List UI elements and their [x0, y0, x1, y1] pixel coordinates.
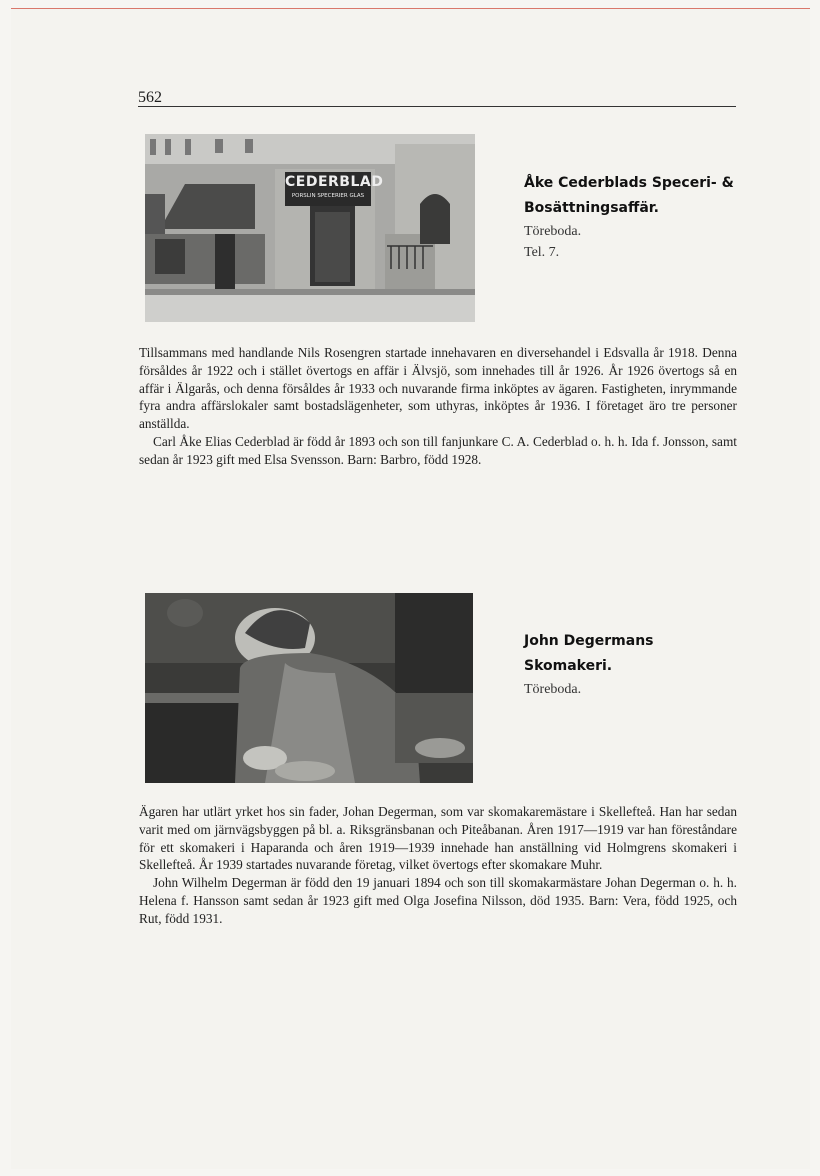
entry-location: Töreboda.	[524, 224, 582, 239]
store-sign	[285, 172, 384, 206]
page-sheet	[11, 8, 810, 1169]
page-number: 562	[138, 89, 162, 106]
entry-paragraph: John Wilhelm Degerman är född den 19 januari 1894 och son till skomakarmästare Johan Degerman o. h. h. Helena f. Hansson samt sedan år 1923 gift med Olga Josefina Nilsson, död 1935. Barn: Vera, född 1925, och Rut, född 1931.	[139, 875, 737, 926]
store-sign-name: CEDERBLAD	[285, 174, 384, 190]
entry-title: John Degermans Skomakeri.	[524, 633, 654, 674]
store-sign-subtext: PORSLIN SPECERIER GLAS	[291, 193, 365, 199]
entry-title: Åke Cederblads Speceri- & Bosättningsaffär.	[524, 175, 734, 216]
storefront-photo	[145, 134, 475, 322]
entry-paragraph: Tillsammans med handlande Nils Rosengren startade innehavaren en diversehandel i Edsvalla år 1918. Denna försåldes år 1922 och i stället övertogs en affär i Älvsjö, som innehades till år 1926. År 1926 övertogs så en affär i Älgarås, och denna försåldes år 1933 och nuvarande firma inköptes av ägaren. Fastigheten, inrymmande fyra andra affärslokaler samt bostadslägenheter, som uthyras, inköptes år 1936. I företaget äro tre personer anställda.	[139, 345, 737, 432]
storefront-illustration	[145, 134, 475, 322]
entry-paragraph: Ägaren har utlärt yrket hos sin fader, Johan Degerman, som var skomakaremästare i Skellefteå. Han har sedan varit med om järnvägsbyggen på bl. a. Riksgränsbanan och Piteåbanan. Åren 1917—1919 var han föreståndare för ett skomakeri i Haparanda och åren 1919—1939 innehade han anställning vid Holmgrens skomakeri i Skellefteå. År 1939 startades nuvarande företag, vilket övertogs efter skomakare Muhr.	[139, 804, 737, 873]
shoemaker-illustration	[145, 593, 473, 783]
entry-location: Töreboda.	[524, 682, 582, 697]
entry-body	[139, 344, 737, 469]
header-rule	[138, 106, 736, 107]
entry-paragraph: Carl Åke Elias Cederblad är född år 1893 och son till fanjunkare C. A. Cederblad o. h. h. Ida f. Jonsson, samt sedan år 1923 gift med Elsa Svensson. Barn: Barbro, född 1928.	[139, 433, 737, 467]
entry-telephone: Tel. 7.	[524, 245, 560, 260]
entry-body	[139, 803, 737, 928]
shoemaker-photo	[145, 593, 473, 783]
